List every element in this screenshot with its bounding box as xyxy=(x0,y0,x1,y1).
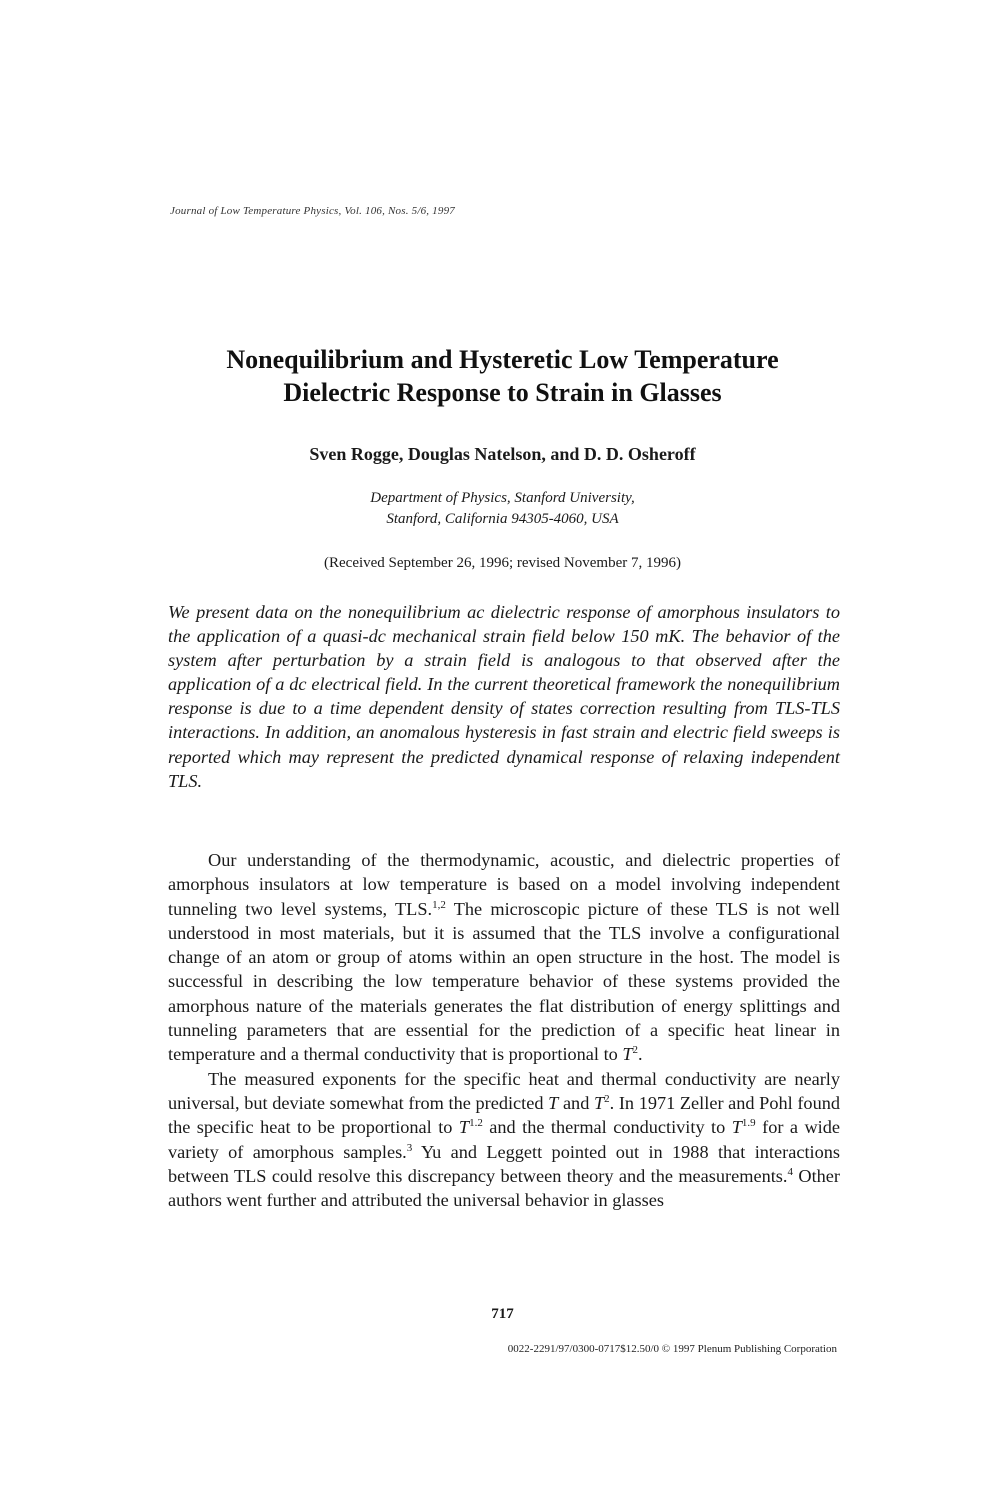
copyright-line: 0022-2291/97/0300-0717$12.50/0 © 1997 Plenum Publishing Corporation xyxy=(507,1343,837,1355)
paragraph-1: Our understanding of the thermodynamic, acoustic, and dielectric properties of amorphous insulators at low temperature is based on a model involving independent tunneling two level systems, TLS.$^{1,2}$ The microscopic picture of these TLS is not well understood in most materials, but it is assumed that the TLS involve a configurational change of an atom or group of atoms within an open structure in the host. The model is successful in describing the low temperature behavior of these systems provided the amorphous nature of the materials generates the flat distribution of energy splittings and tunneling parameters that are essential for the prediction of a specific heat linear in temperature and a thermal conductivity that is proportional to $T^2$. xyxy=(168,850,840,1065)
affiliation-line-1: Department of Physics, Stanford University, xyxy=(370,490,635,506)
article-title xyxy=(0,343,1005,409)
journal-header: Journal of Low Temperature Physics, Vol. 106, Nos. 5/6, 1997 xyxy=(170,205,455,217)
page-number: 717 xyxy=(491,1306,514,1322)
body-text xyxy=(168,848,840,1212)
title-line-2: Dielectric Response to Strain in Glasses xyxy=(283,378,722,407)
title-line-1: Nonequilibrium and Hysteretic Low Temperature xyxy=(226,345,779,374)
abstract: We present data on the nonequilibrium ac dielectric response of amorphous insulators to the application of a quasi-dc mechanical strain field below 150 mK. The behavior of the system after perturbation by a strain field is analogous to that observed after the application of a dc electrical field. In the current theoretical framework the nonequilibrium response is due to a time dependent density of states correction resulting from TLS-TLS interactions. In addition, an anomalous hysteresis in fast strain and electric field sweeps is reported which may represent the predicted dynamical response of relaxing independent TLS. xyxy=(168,602,840,791)
affiliation-line-2: Stanford, California 94305-4060, USA xyxy=(386,511,619,527)
received-dates: (Received September 26, 1996; revised November 7, 1996) xyxy=(324,555,681,571)
affiliation xyxy=(0,488,1005,530)
paragraph-2: The measured exponents for the specific heat and thermal conductivity are nearly universal, but deviate somewhat from the predicted T and $T^2$. In 1971 Zeller and Pohl found the specific heat to be proportional to $T^{1.2}$ and the thermal conductivity to $T^{1.9}$ for a wide variety of amorphous samples.$^3$ Yu and Leggett pointed out in 1988 that interactions between TLS could resolve this discrepancy between theory and the measurements.$^4$ Other authors went further and attributed the universal behavior in glasses xyxy=(168,1068,840,1211)
authors: Sven Rogge, Douglas Natelson, and D. D. Osheroff xyxy=(309,444,696,464)
